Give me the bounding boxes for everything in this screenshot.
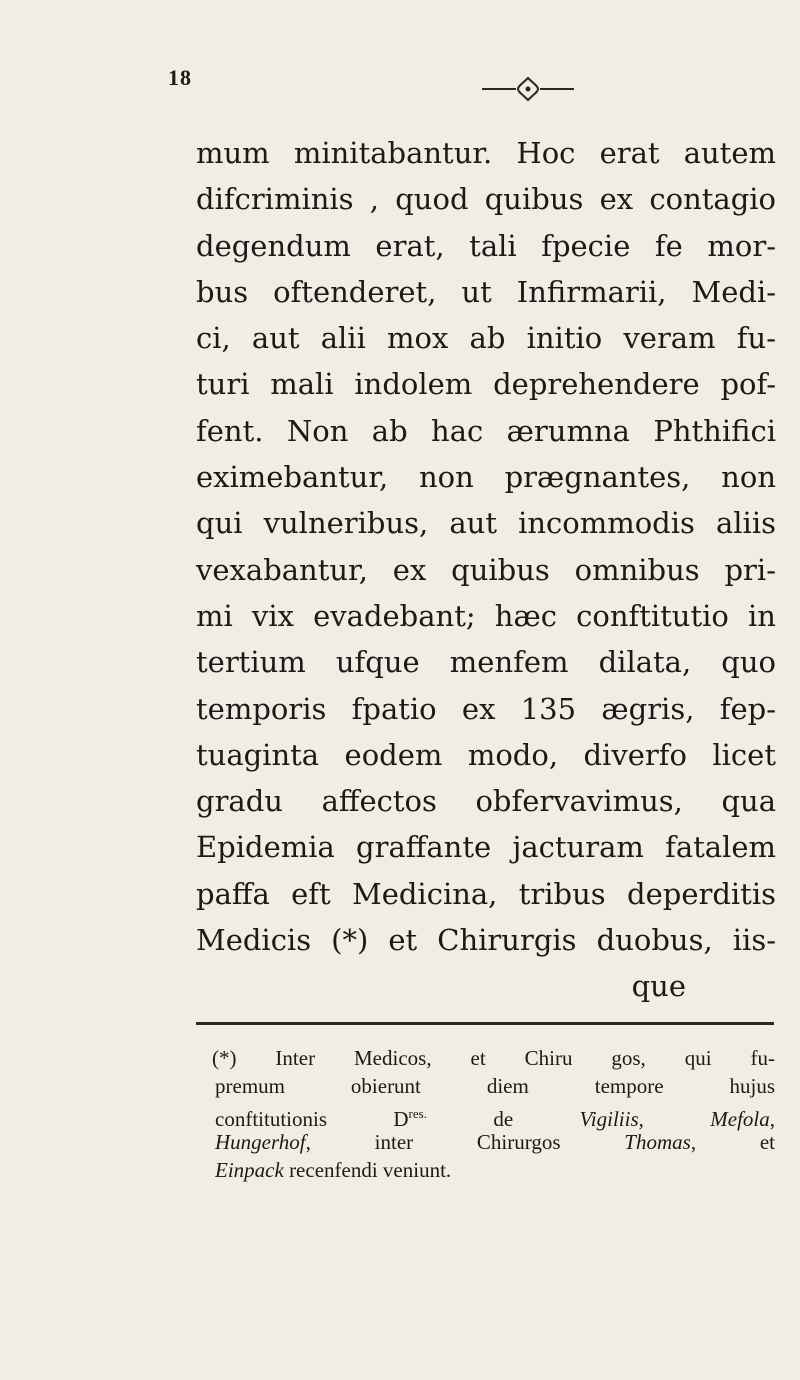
footnote-text: , et: [690, 1130, 776, 1154]
text-line: difcriminis , quod quibus ex contagio: [196, 182, 776, 217]
footnote-line: [215, 1100, 775, 1131]
text-line: qui vulneribus, aut incommodis aliis: [196, 506, 776, 541]
footnote-text: de: [426, 1107, 580, 1131]
text-line: paffa eft Medicina, tribus deperditis: [196, 876, 776, 911]
footnote-text: ,: [769, 1107, 775, 1131]
text-line: mi vix evadebant; hæc conftitutio in: [196, 598, 776, 633]
footnote-text: recenfendi veniunt.: [283, 1158, 452, 1182]
text-line: ci, aut alii mox ab initio veram fu-: [196, 321, 776, 356]
text-line: Epidemia graffante jacturam fatalem: [196, 830, 776, 865]
text-line: fent. Non ab hac ærumna Phthifici: [196, 413, 776, 448]
text-line: turi mali indolem deprehendere pof-: [196, 367, 776, 402]
page-number: 18: [168, 65, 192, 90]
footnote-name: Hungerhof: [215, 1130, 306, 1154]
footnote-text: , inter Chirurgos: [305, 1130, 625, 1154]
footnote-line: [215, 1156, 775, 1184]
text-line: tuaginta eodem modo, diverfo licet: [196, 737, 776, 772]
footnote-divider: [196, 1022, 774, 1025]
footnote-superscript: res.: [408, 1106, 427, 1121]
footnote-name: Vigiliis: [579, 1107, 639, 1131]
footnote-name: Thomas: [624, 1130, 691, 1154]
text-line: Medicis (*) et Chirurgis duobus, iis-: [196, 923, 776, 958]
text-line: degendum erat, tali fpecie fe mor-: [196, 228, 776, 263]
text-line: eximebantur, non prægnantes, non: [196, 460, 776, 495]
footnote-text: ,: [638, 1107, 711, 1131]
footnote: [212, 1044, 776, 1184]
footnote-line: [215, 1128, 775, 1156]
text-line: tertium ufque menfem dilata, quo: [196, 645, 776, 680]
text-line: mum minitabantur. Hoc erat autem: [196, 136, 776, 170]
footnote-text: conftitutionis D: [215, 1107, 409, 1131]
text-line: vexabantur, ex quibus omnibus pri-: [196, 552, 776, 587]
printer-ornament-icon: [478, 76, 578, 102]
text-line: gradu affectos obfervavimus, qua: [196, 784, 776, 819]
main-text: [196, 130, 776, 1010]
text-line: temporis fpatio ex 135 ægris, fep-: [196, 691, 776, 726]
footnote-name: Mefola: [710, 1107, 770, 1131]
catchword: que: [631, 969, 686, 1004]
footnote-line: (*) Inter Medicos, et Chiru gos, qui fu-: [212, 1046, 775, 1070]
footnote-name: Einpack: [215, 1158, 284, 1182]
footnote-line: premum obierunt diem tempore hujus: [215, 1074, 775, 1098]
text-line: bus oftenderet, ut Infirmarii, Medi-: [196, 274, 776, 309]
